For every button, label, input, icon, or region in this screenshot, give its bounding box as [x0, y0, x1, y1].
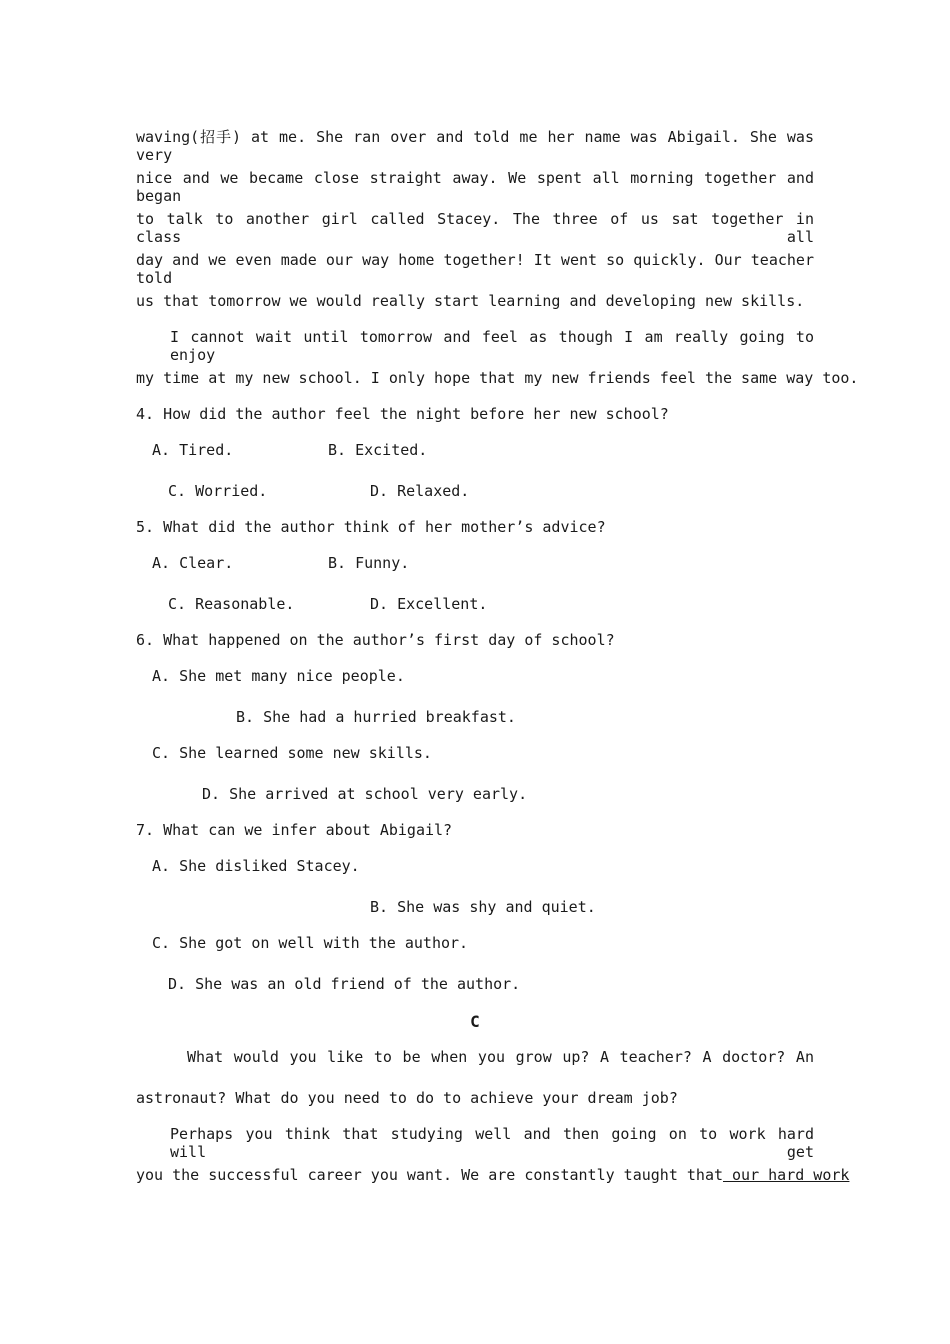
passage-b-line-3: to talk to another girl called Stacey. The three of us sat together in class all — [136, 210, 814, 246]
question-6-option-a: A. She met many nice people. — [152, 667, 405, 685]
question-5-option-b: B. Funny. — [328, 554, 410, 572]
section-c-underlined-phrase: our hard work — [723, 1166, 850, 1184]
passage-b-line-4: day and we even made our way home together! It went so quickly. Our teacher told — [136, 251, 814, 287]
question-7-option-c: C. She got on well with the author. — [152, 934, 469, 952]
section-c-line-1: What would you like to be when you grow up? A teacher? A doctor? An — [187, 1048, 814, 1066]
question-4-option-d: D. Relaxed. — [370, 482, 470, 500]
question-4-option-c: C. Worried. — [168, 482, 268, 500]
question-4-stem: 4. How did the author feel the night before her new school? — [136, 405, 669, 423]
question-6-option-d: D. She arrived at school very early. — [202, 785, 528, 803]
question-4-option-b: B. Excited. — [328, 441, 428, 459]
passage-b-line-2: nice and we became close straight away. We spent all morning together and began — [136, 169, 814, 205]
section-c-line-4-text: you the successful career you want. We are constantly taught that — [136, 1166, 723, 1184]
section-c-line-4 — [136, 1166, 850, 1184]
passage-b-line-6: I cannot wait until tomorrow and feel as though I am really going to enjoy — [170, 328, 814, 364]
passage-b-line-1: waving(招手) at me. She ran over and told me her name was Abigail. She was very — [136, 128, 814, 164]
question-6-stem: 6. What happened on the author’s first day of school? — [136, 631, 615, 649]
question-5-option-d: D. Excellent. — [370, 595, 488, 613]
passage-b-line-5: us that tomorrow we would really start learning and developing new skills. — [136, 292, 805, 310]
question-5-stem: 5. What did the author think of her mother’s advice? — [136, 518, 606, 536]
question-5-option-a: A. Clear. — [152, 554, 234, 572]
question-5-option-c: C. Reasonable. — [168, 595, 295, 613]
question-4-option-a: A. Tired. — [152, 441, 234, 459]
question-7-option-d: D. She was an old friend of the author. — [168, 975, 521, 993]
question-6-option-b: B. She had a hurried breakfast. — [236, 708, 516, 726]
question-7-stem: 7. What can we infer about Abigail? — [136, 821, 453, 839]
question-7-option-a: A. She disliked Stacey. — [152, 857, 360, 875]
section-c-line-3: Perhaps you think that studying well and then going on to work hard will get — [170, 1125, 814, 1161]
question-7-option-b: B. She was shy and quiet. — [370, 898, 596, 916]
section-c-heading: C — [470, 1012, 480, 1031]
section-c-line-2: astronaut? What do you need to do to achieve your dream job? — [136, 1089, 678, 1107]
question-6-option-c: C. She learned some new skills. — [152, 744, 432, 762]
passage-b-line-7: my time at my new school. I only hope that my new friends feel the same way too. — [136, 369, 859, 387]
